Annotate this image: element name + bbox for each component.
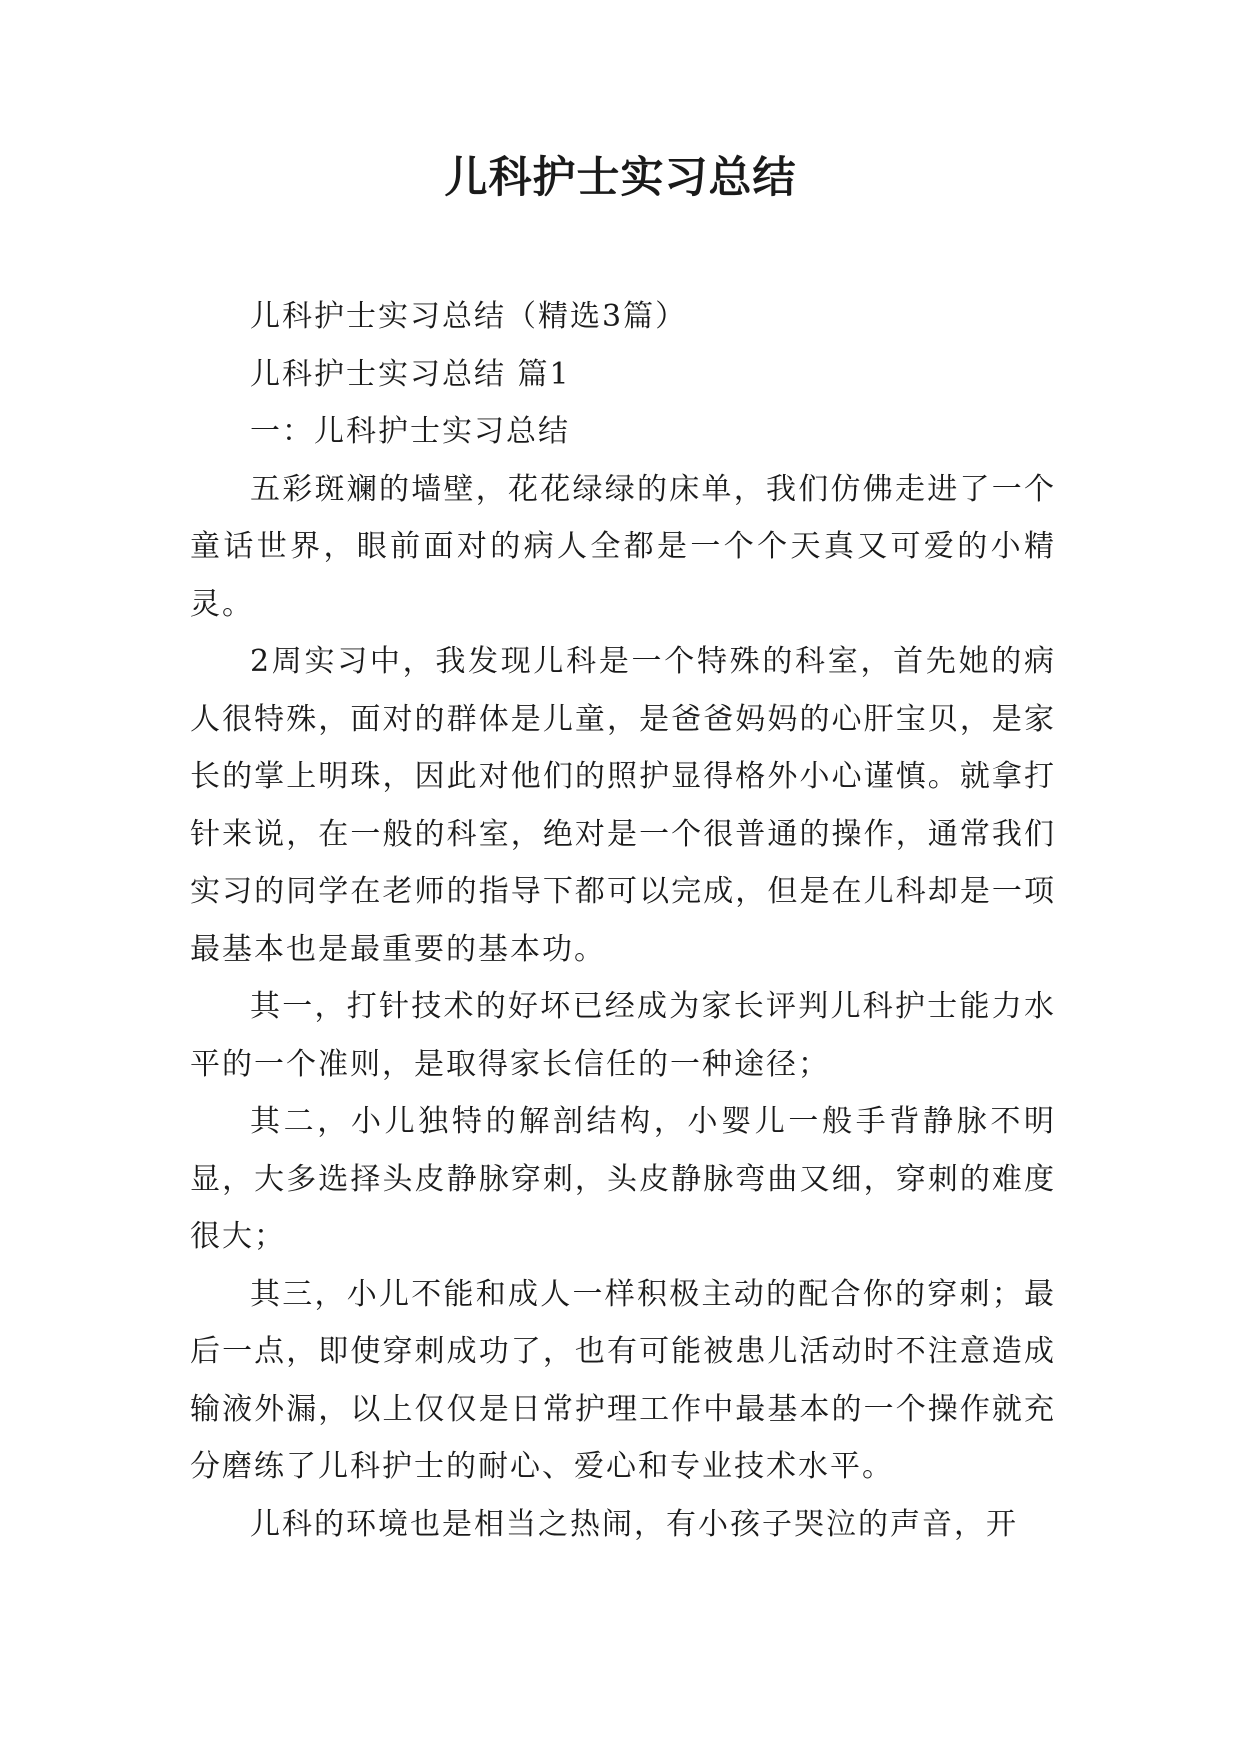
document-body — [190, 288, 1056, 1553]
subtitle-paragraph: 儿科护士实习总结（精选3篇） — [250, 299, 688, 334]
body-paragraph: 2周实习中，我发现儿科是一个特殊的科室，首先她的病人很特殊，面对的群体是儿童，是爸爸妈妈的心肝宝贝，是家长的掌上明珠，因此对他们的照护显得格外小心谨慎。就拿打针来说，在一般的科室，绝对是一个很普通的操作，通常我们实习的同学在老师的指导下都可以完成，但是在儿科却是一项最基本也是最重要的基本功。 — [190, 644, 1056, 967]
body-paragraph: 其一，打针技术的好坏已经成为家长评判儿科护士能力水平的一个准则，是取得家长信任的一种途径； — [190, 989, 1056, 1082]
document-title: 儿科护士实习总结 — [444, 153, 797, 203]
body-paragraph: 其三，小儿不能和成人一样积极主动的配合你的穿刺；最后一点，即使穿刺成功了，也有可能被患儿活动时不注意造成输液外漏，以上仅仅是日常护理工作中最基本的一个操作就充分磨练了儿科护士的耐心、爱心和专业技术水平。 — [190, 1276, 1056, 1484]
body-paragraph: 五彩斑斓的墙壁，花花绿绿的床单，我们仿佛走进了一个童话世界，眼前面对的病人全都是一个个天真又可爱的小精灵。 — [190, 471, 1056, 622]
section-heading: 儿科护士实习总结 篇1 — [250, 356, 571, 392]
body-paragraph: 儿科的环境也是相当之热闹，有小孩子哭泣的声音，开 — [250, 1506, 1018, 1542]
body-paragraph: 其二，小儿独特的解剖结构，小婴儿一般手背静脉不明显，大多选择头皮静脉穿刺，头皮静脉弯曲又细，穿刺的难度很大； — [190, 1104, 1056, 1254]
subsection-heading: 一：儿科护士实习总结 — [250, 414, 570, 449]
